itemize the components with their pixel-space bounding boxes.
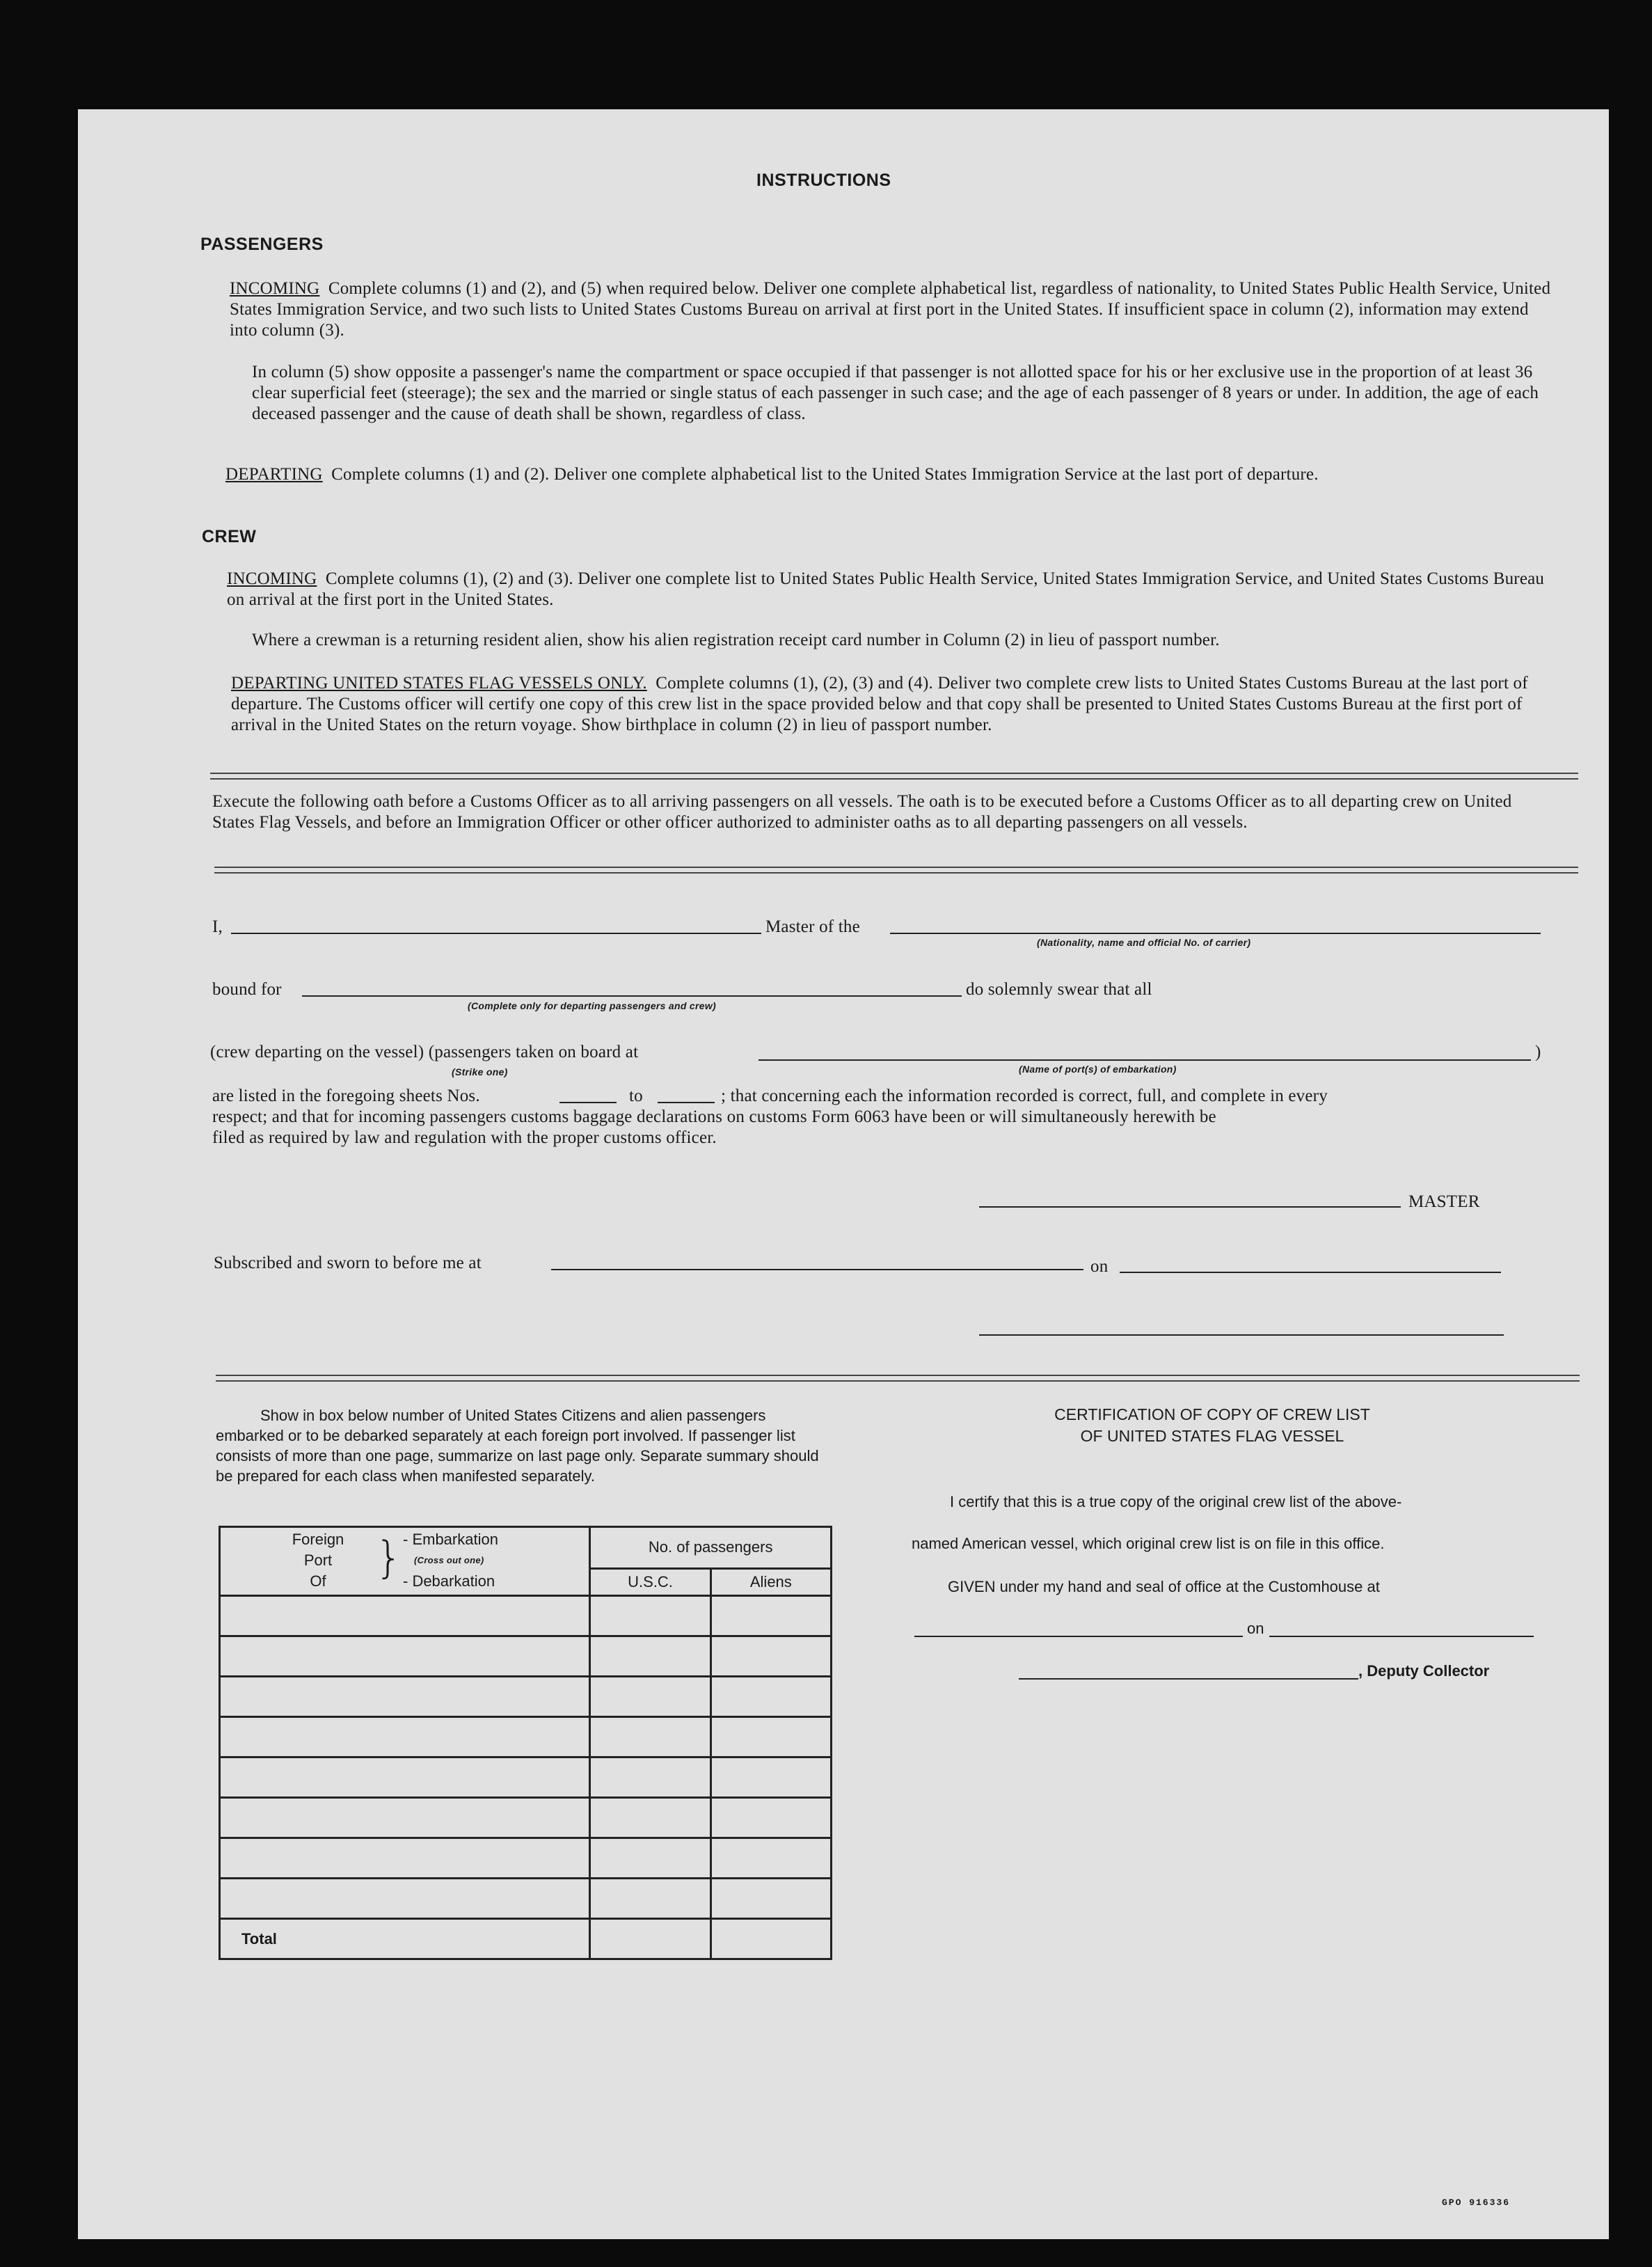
no-of-passengers-header: No. of passengers — [590, 1527, 832, 1569]
certification-on-label: on — [1247, 1620, 1264, 1637]
crew-incoming-paragraph — [227, 569, 1552, 610]
cross-out-caption: (Cross out one) — [414, 1555, 484, 1565]
usc-cell[interactable] — [590, 1879, 710, 1919]
total-row — [220, 1919, 832, 1959]
table-row — [220, 1636, 832, 1677]
passengers-incoming-text: Complete columns (1) and (2), and (5) when required below. Deliver one complete alphabetical list, regardless of nationality, to United States Public Health Service, United States Immigration Service, and two such lists to United States Customs Bureau on arrival at first port in the United States. If insufficient space in column (2), information may extend into column (3). — [230, 279, 1551, 340]
port-cell[interactable] — [220, 1677, 590, 1717]
customhouse-field[interactable] — [914, 1636, 1243, 1637]
aliens-cell[interactable] — [710, 1677, 831, 1717]
sheet-to-field[interactable] — [658, 1102, 715, 1103]
deputy-collector-label: , Deputy Collector — [1358, 1662, 1490, 1680]
master-label: MASTER — [1408, 1192, 1480, 1211]
passengers-incoming-label: INCOMING — [230, 279, 320, 298]
crew-departing-paragraph — [231, 673, 1552, 736]
crew-resident-paragraph: Where a crewman is a returning resident alien, show his alien registration receipt card number in Column (2) in lieu of passport number. — [252, 631, 1220, 649]
swear-text: do solemnly swear that all — [966, 980, 1152, 999]
ports-caption: (Name of port(s) of embarkation) — [1019, 1064, 1177, 1075]
certification-title — [899, 1404, 1525, 1447]
aliens-cell[interactable] — [710, 1798, 831, 1838]
divider — [210, 773, 1578, 780]
bound-for-field[interactable] — [302, 995, 962, 997]
port-cell[interactable] — [220, 1717, 590, 1757]
oath-i-label: I, — [212, 917, 223, 936]
passenger-summary-table — [219, 1526, 832, 1960]
of-label: Of — [310, 1572, 326, 1590]
aliens-cell[interactable] — [710, 1717, 831, 1757]
port-cell[interactable] — [220, 1798, 590, 1838]
carrier-caption: (Nationality, name and official No. of carrier) — [1037, 937, 1251, 948]
footer-code: GPO 916336 — [1442, 2197, 1511, 2208]
usc-cell[interactable] — [590, 1798, 710, 1838]
divider — [214, 867, 1578, 874]
subscribed-label: Subscribed and sworn to before me at — [214, 1254, 482, 1272]
foreign-port-header — [220, 1527, 590, 1596]
usc-cell[interactable] — [590, 1677, 710, 1717]
master-signature-field[interactable] — [979, 1206, 1401, 1208]
crew-incoming-text: Complete columns (1), (2) and (3). Deliver one complete list to United States Public Health Service, United States Immigration Service, and United States Customs Bureau on arrival at the first port in the United States. — [227, 569, 1545, 609]
table-row — [220, 1798, 832, 1838]
port-cell[interactable] — [220, 1636, 590, 1677]
certify-line-1: I certify that this is a true copy of the original crew list of the above- — [950, 1493, 1402, 1510]
crew-departing-text: Complete columns (1), (2), (3) and (4). Deliver two complete crew lists to United States Customs Bureau at the last port of departure. The Customs officer will certify one copy of this crew list in the space provided below and that copy shall be presented to United States Customs Bureau at the first port of arrival in the United States on the return voyage. Show birthplace in column (2) in lieu of passport number. — [231, 674, 1528, 734]
close-paren: ) — [1535, 1043, 1541, 1061]
oath-text-line-2: respect; and that for incoming passengers customs baggage declarations on customs Form 6063 have been or will simultaneously herewith be — [212, 1107, 1216, 1126]
passengers-incoming-paragraph — [230, 278, 1552, 341]
certification-title-line-1: CERTIFICATION OF COPY OF CREW LIST — [1054, 1405, 1370, 1423]
debarkation-label: - Debarkation — [403, 1572, 495, 1590]
certification-title-line-2: OF UNITED STATES FLAG VESSEL — [1080, 1427, 1344, 1445]
table-row — [220, 1838, 832, 1879]
passengers-heading: PASSENGERS — [200, 235, 324, 254]
port-label: Port — [303, 1551, 333, 1569]
aliens-cell[interactable] — [710, 1838, 831, 1879]
table-row — [220, 1879, 832, 1919]
certification-date-field[interactable] — [1269, 1636, 1534, 1637]
oath-text-line-1: ; that concerning each the information recorded is correct, full, and complete in every — [721, 1087, 1328, 1105]
summary-note: Show in box below number of United States Citizens and alien passengers embarked or to be debarked separately at each foreign port involved. If passenger list consists of more than one page, summarize on last page only. Separate summary should be prepared for each class when manifested separately. — [216, 1407, 819, 1485]
oath-text-line-3: filed as required by law and regulation with the proper customs officer. — [212, 1128, 717, 1147]
table-row — [220, 1596, 832, 1636]
on-label: on — [1090, 1257, 1109, 1276]
aliens-cell[interactable] — [710, 1879, 831, 1919]
usc-cell[interactable] — [590, 1757, 710, 1798]
crew-departing-option: (crew departing on the vessel) (passengers taken on board at — [210, 1043, 639, 1061]
sheet-from-field[interactable] — [559, 1102, 617, 1103]
bound-for-caption: (Complete only for departing passengers and crew) — [468, 1000, 716, 1011]
oath-instructions: Execute the following oath before a Customs Officer as to all arriving passengers on all vessels. The oath is to be executed before a Customs Officer as to all departing crew on United States Flag Vessels, and before an Immigration Officer or other officer authorized to administer oaths as to all departing passengers on all vessels. — [212, 792, 1512, 832]
usc-header: U.S.C. — [590, 1568, 710, 1595]
crew-departing-label: DEPARTING UNITED STATES FLAG VESSELS ONLY. — [231, 674, 647, 693]
deputy-collector-signature-field[interactable] — [1019, 1678, 1358, 1680]
page-title: INSTRUCTIONS — [756, 171, 891, 190]
given-line: GIVEN under my hand and seal of office at the Customhouse at — [948, 1578, 1380, 1595]
sheets-to-label: to — [629, 1087, 643, 1105]
usc-cell[interactable] — [590, 1838, 710, 1879]
aliens-header: Aliens — [710, 1568, 831, 1595]
aliens-cell[interactable] — [710, 1636, 831, 1677]
master-of-the-label: Master of the — [765, 917, 860, 936]
passengers-departing-text: Complete columns (1) and (2). Deliver one complete alphabetical list to the United States Immigration Service at the last port of departure. — [331, 465, 1319, 484]
crew-incoming-label: INCOMING — [227, 569, 317, 588]
usc-cell[interactable] — [590, 1636, 710, 1677]
usc-cell[interactable] — [590, 1717, 710, 1757]
divider — [216, 1375, 1580, 1382]
bound-for-label: bound for — [212, 980, 282, 999]
table-row — [220, 1757, 832, 1798]
aliens-cell[interactable] — [710, 1596, 831, 1636]
usc-total-cell[interactable] — [590, 1919, 710, 1959]
total-label: Total — [220, 1919, 590, 1959]
table-row — [220, 1717, 832, 1757]
sworn-place-field[interactable] — [551, 1269, 1083, 1270]
passengers-departing-label: DEPARTING — [225, 465, 323, 484]
master-name-field[interactable] — [231, 933, 761, 934]
form-page — [78, 109, 1609, 2239]
port-cell[interactable] — [220, 1838, 590, 1879]
table-row — [220, 1677, 832, 1717]
officer-signature-field[interactable] — [979, 1334, 1504, 1336]
crew-heading: CREW — [202, 527, 257, 546]
passengers-col5-paragraph: In column (5) show opposite a passenger's name the compartment or space occupied if that passenger is not allotted space for his or her exclusive use in the proportion of at least 36 clear superficial feet (steerage); the sex and the married or single status of each passenger in such case; and the age of each passenger of 8 years or under. In addition, the age of each deceased passenger and the cause of death shall be shown, regardless of class. — [252, 363, 1539, 423]
certify-line-2: named American vessel, which original crew list is on file in this office. — [912, 1535, 1385, 1552]
passengers-departing-paragraph — [225, 464, 1552, 485]
sworn-date-field[interactable] — [1120, 1272, 1501, 1273]
aliens-total-cell[interactable] — [710, 1919, 831, 1959]
carrier-field[interactable] — [890, 933, 1541, 934]
embarkation-label: - Embarkation — [403, 1531, 498, 1548]
usc-cell[interactable] — [590, 1596, 710, 1636]
foreign-label: Foreign — [292, 1531, 344, 1548]
strike-one-caption: (Strike one) — [452, 1066, 508, 1077]
brace-glyph: } — [375, 1532, 403, 1583]
port-cell[interactable] — [220, 1757, 590, 1798]
port-embarkation-field[interactable] — [759, 1059, 1531, 1061]
port-cell[interactable] — [220, 1879, 590, 1919]
aliens-cell[interactable] — [710, 1757, 831, 1798]
port-cell[interactable] — [220, 1596, 590, 1636]
sheets-text: are listed in the foregoing sheets Nos. — [212, 1087, 480, 1105]
